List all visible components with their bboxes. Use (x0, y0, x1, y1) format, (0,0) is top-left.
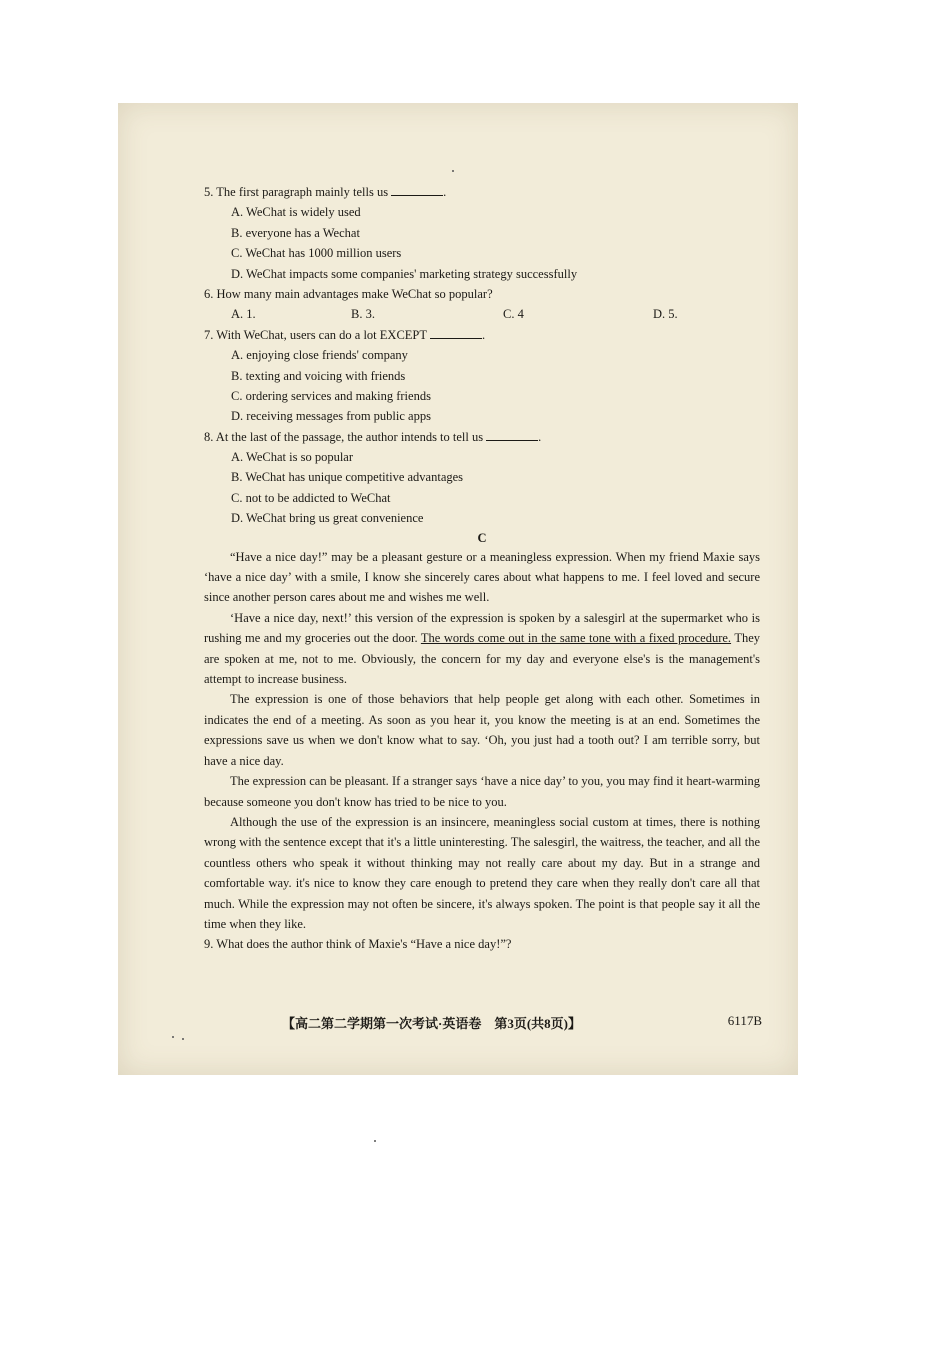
question-6-option-d: D. 5. (653, 307, 678, 322)
question-6-stem: 6. How many main advantages make WeChat so popular? (204, 286, 493, 301)
question-7-option-a: A. enjoying close friends' company (231, 348, 408, 363)
question-5-option-c: C. WeChat has 1000 million users (231, 246, 402, 261)
question-5-stem: 5. The first paragraph mainly tells us . (204, 185, 447, 199)
question-6-option-a: A. 1. (231, 307, 256, 322)
footer-code: 6117B (727, 1013, 762, 1028)
question-5-option-a: A. WeChat is widely used (231, 205, 361, 220)
scan-speck (452, 170, 454, 172)
answer-blank (486, 428, 538, 441)
question-7-option-d: D. receiving messages from public apps (231, 409, 431, 424)
question-8-option-c: C. not to be addicted to WeChat (231, 490, 391, 505)
passage-paragraph-5: Although the use of the expression is an insincere, meaningless social custom at times, there is nothing wrong with the sentence except that it's a little uninteresting. The salesgirl, the waitress, the teacher, and all the countless others who speak it without thinking may not really care about my day. But in a strange and comfortable way. it's nice to know they care enough to pretend they care when they really don't care all that much. While the expression may not often be sincere, it's always spoken. The point is that people say it all the time when they like. (204, 814, 760, 931)
question-7-stem: 7. With WeChat, users can do a lot EXCEPT . (204, 327, 486, 342)
question-9-stem: 9. What does the author think of Maxie's “Have a nice day!”? (204, 937, 512, 952)
section-label: C (477, 530, 487, 545)
question-5-option-b: B. everyone has a Wechat (231, 225, 360, 240)
question-8-stem: 8. At the last of the passage, the author intends to tell us . (204, 429, 542, 444)
question-5-option-d: D. WeChat impacts some companies' marketing strategy successfully (231, 266, 578, 281)
question-6-option-b: B. 3. (351, 307, 375, 322)
passage-paragraph-3: The expression is one of those behaviors that help people get along with each other. Sometimes in indicates the end of a meeting. As soon as you hear it, you know the meeting is at an end. Sometimes the expressions save us when we don't know what to say. ‘Oh, you just had a tooth out? I am terrible sorry, but have a nice day. (204, 692, 760, 768)
passage-paragraph-1: “Have a nice day!” may be a pleasant gesture or a meaningless expression. When my friend Maxie says ‘have a nice day’ with a smile, I know she sincerely cares about what happens to me. I feel loved and secure since another person cares about me and wishes me well. (204, 549, 760, 605)
answer-blank (430, 326, 482, 339)
footer-title: 【高二第二学期第一次考试·英语卷 第3页(共8页)】 (282, 1016, 581, 1031)
exam-content (204, 182, 760, 955)
question-8-option-d: D. WeChat bring us great convenience (231, 511, 424, 526)
answer-blank (391, 183, 443, 196)
scan-speck (374, 1140, 376, 1142)
question-7-option-c: C. ordering services and making friends (231, 388, 431, 403)
question-8-option-b: B. WeChat has unique competitive advantages (231, 470, 464, 485)
page-footer (282, 1013, 802, 1032)
question-8-option-a: A. WeChat is so popular (231, 450, 354, 465)
scan-speck (172, 1036, 174, 1038)
scan-speck (182, 1038, 184, 1040)
passage-paragraph-2: ‘Have a nice day, next!’ this version of the expression is spoken by a salesgirl at the supermarket who is rushing me and my groceries out the door. The words come out in the same tone with a fixed procedure. They are spoken at me, not to me. Obviously, the concern for my day and everyone else's is the management's attempt to increase business. (204, 610, 761, 687)
passage-paragraph-4: The expression can be pleasant. If a stranger says ‘have a nice day’ to you, you may find it heart-warming because someone you don't know has tried to be nice to you. (204, 774, 760, 809)
question-6-options (204, 304, 760, 324)
underlined-sentence: The words come out in the same tone with a fixed procedure. (420, 631, 732, 646)
question-7-option-b: B. texting and voicing with friends (231, 368, 406, 383)
question-6-option-c: C. 4 (503, 307, 524, 322)
